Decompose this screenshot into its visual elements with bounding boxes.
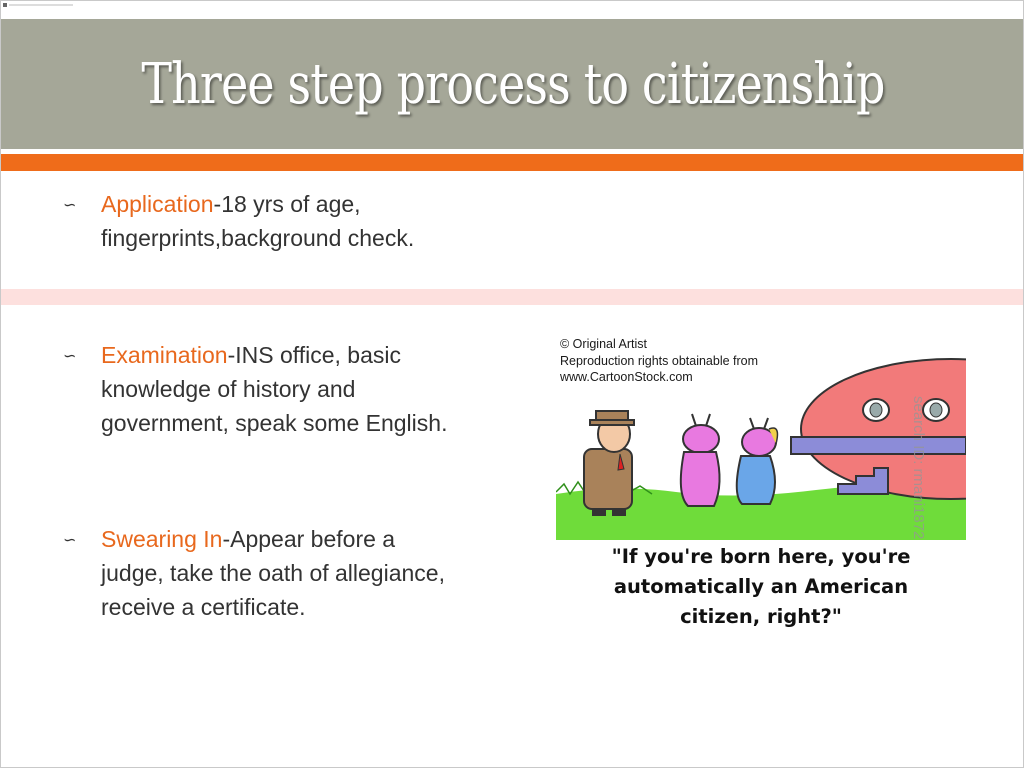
bullet-text [101,187,463,255]
cartoon-caption [556,542,966,632]
bullet-detail: -18 yrs of age, fingerprints,background check. [101,191,415,251]
accent-divider-bar [1,154,1024,171]
slide-title: Three step process to citizenship [141,51,885,117]
bullet-term: Examination [101,342,228,368]
bullet-term: Application [101,191,214,217]
bullet-text [101,338,463,440]
bullet-marker-icon: ∽ [63,530,77,549]
highlight-band [1,289,1024,305]
bullet-detail: -Appear before a judge, take the oath of allegiance, receive a certificate. [101,526,445,620]
cartoon-image [556,334,966,641]
credit-line: Reproduction rights obtainable from [560,353,759,368]
bullet-application [63,187,463,255]
bullet-swearing-in [63,522,463,624]
bullet-detail: -INS office, basic knowledge of history and government, speak some English. [101,342,448,436]
corner-mark-icon [3,2,75,8]
bullet-term: Swearing In [101,526,223,552]
bullet-examination [63,338,463,440]
caption-line: automatically an American [613,575,909,598]
caption-line: "If you're born here, you're [611,545,911,568]
caption-line: citizen, right?" [680,605,842,628]
bullet-text [101,522,463,624]
bullet-marker-icon: ∽ [63,346,77,365]
credit-line: © Original Artist [560,337,648,351]
cartoon-watermark: search ID: rmani1872 [910,396,927,540]
bullet-marker-icon: ∽ [63,195,77,214]
credit-line: www.CartoonStock.com [560,370,693,384]
cartoon-credit [560,336,758,386]
